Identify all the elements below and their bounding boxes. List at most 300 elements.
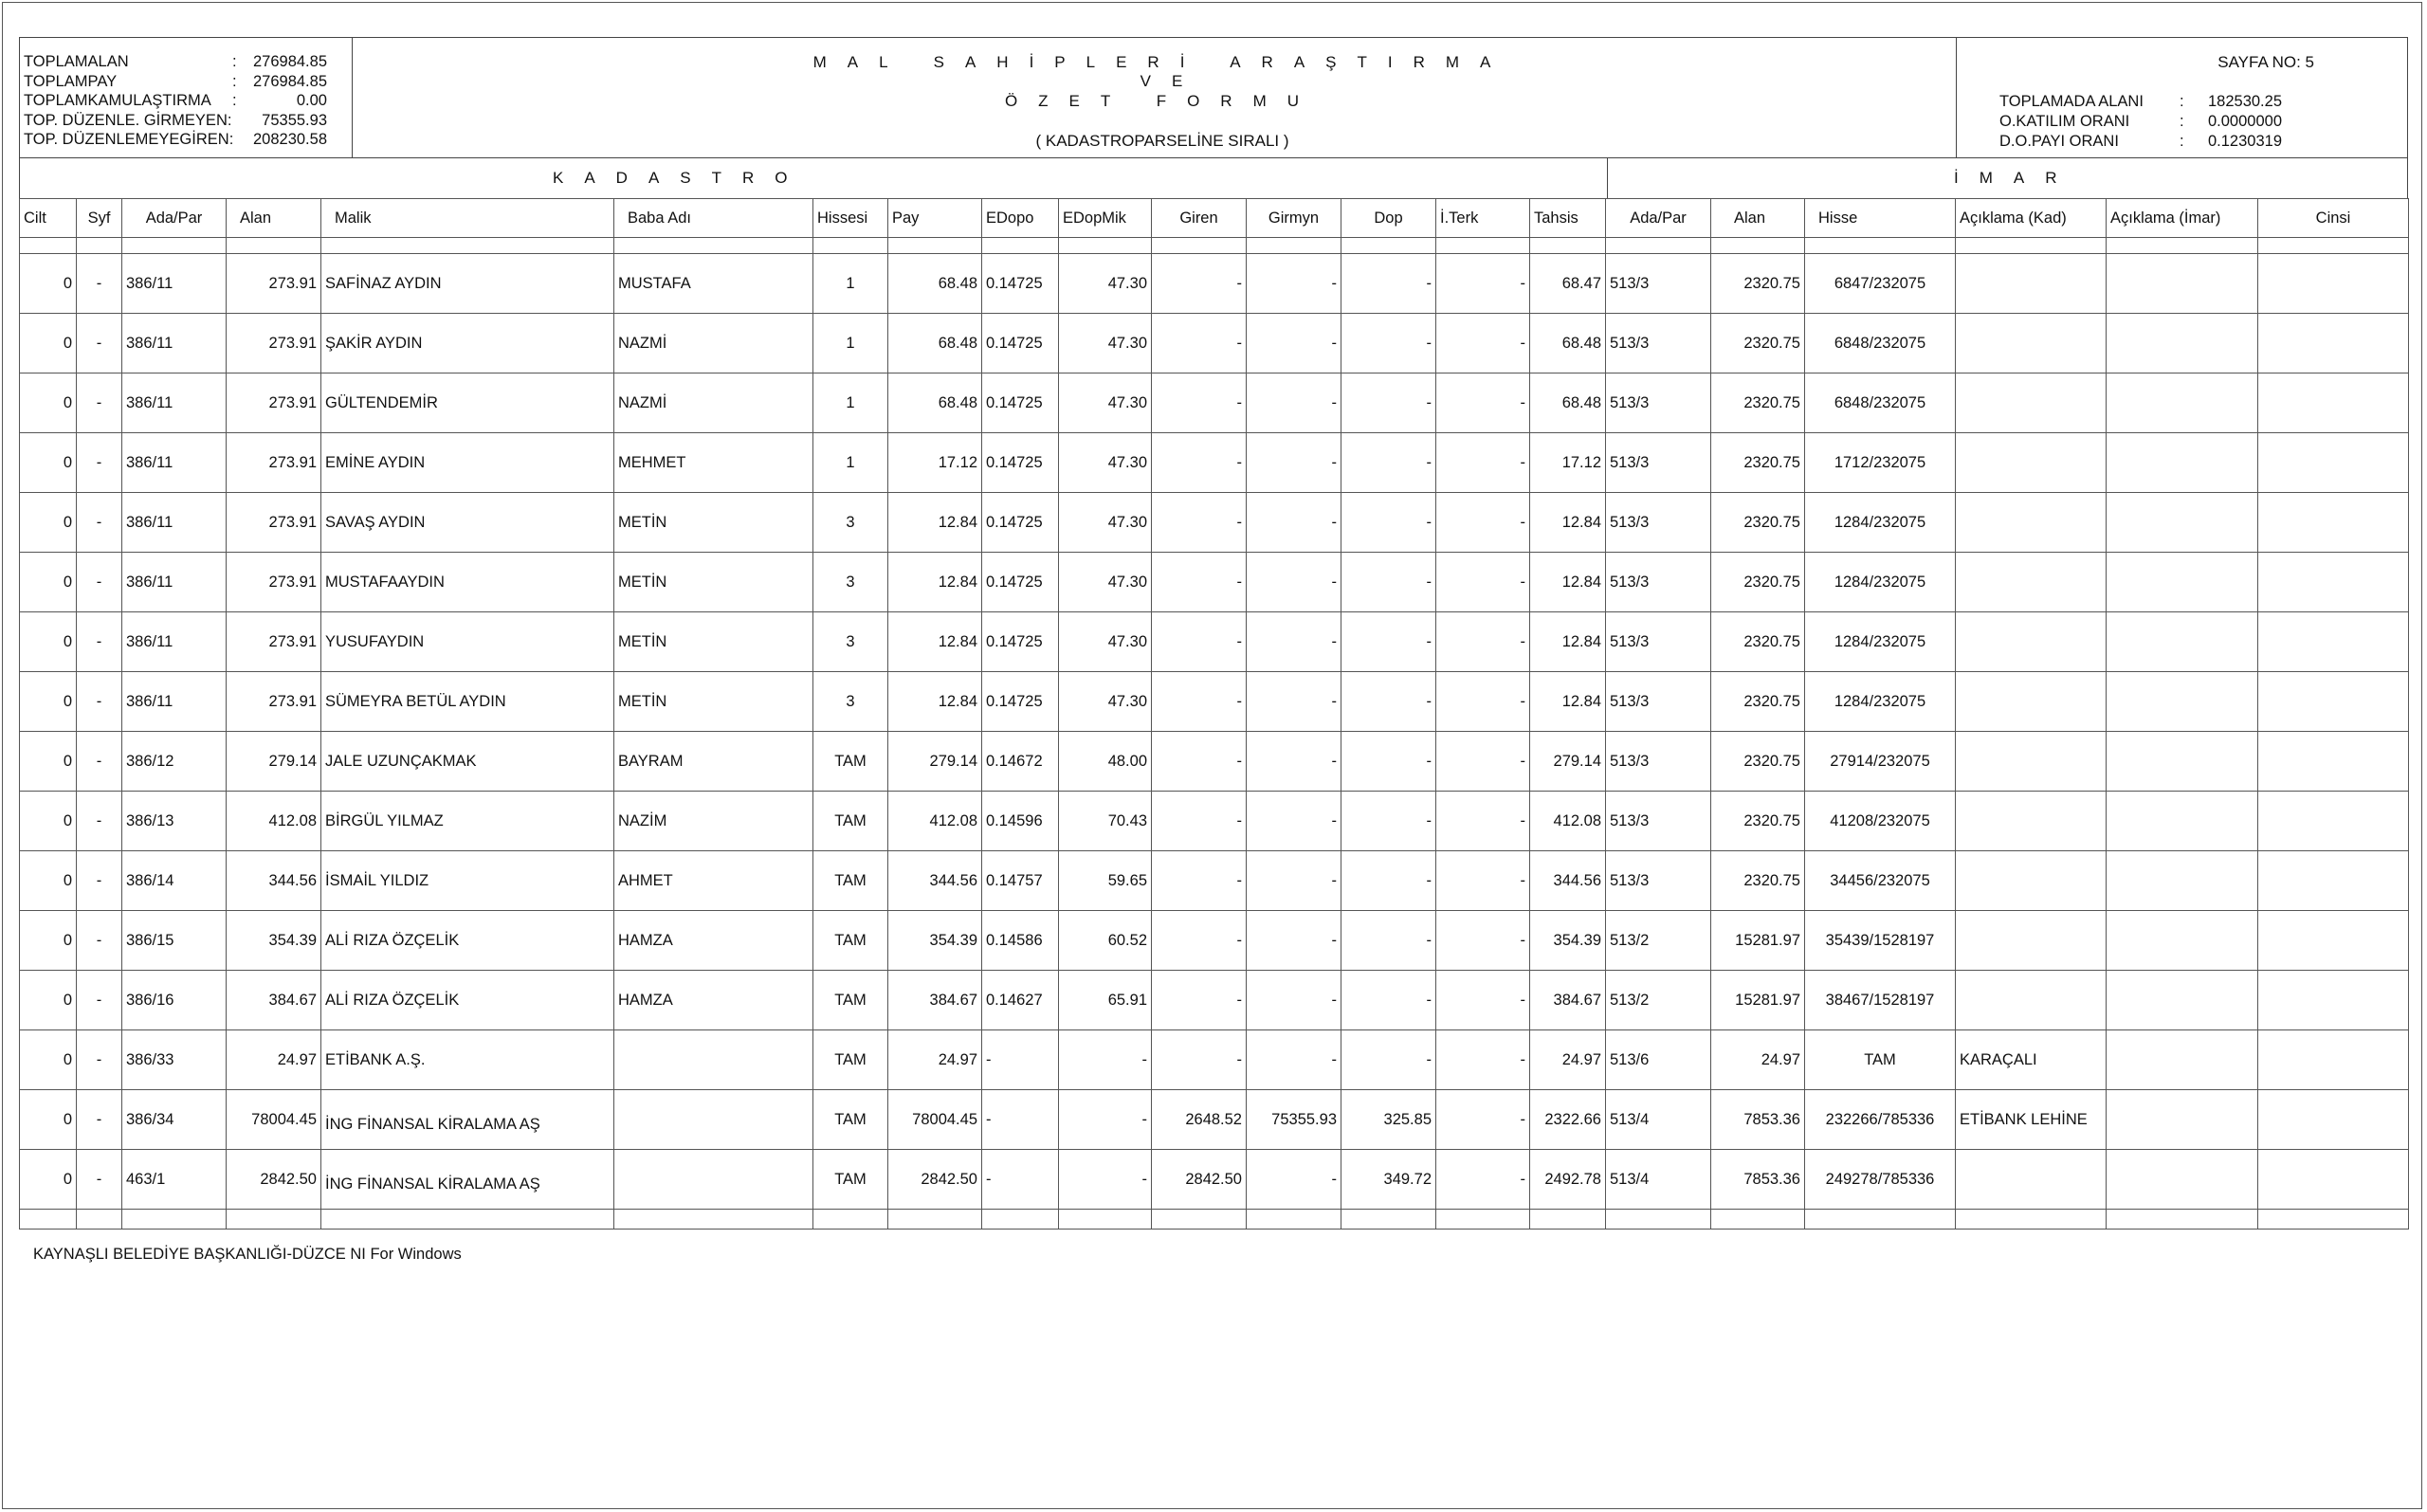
table-cell: JALE UZUNÇAKMAK [321, 732, 614, 792]
table-cell: 17.12 [1530, 433, 1606, 493]
table-cell: - [77, 1150, 122, 1210]
table-cell [1341, 1210, 1436, 1230]
table-cell: 47.30 [1059, 433, 1152, 493]
table-cell: 232266/785336 [1805, 1090, 1956, 1150]
table-cell [227, 238, 321, 254]
table-cell: 513/3 [1606, 851, 1711, 911]
table-cell: - [1152, 732, 1247, 792]
table-cell: 68.48 [1530, 373, 1606, 433]
table-cell: - [1247, 314, 1341, 373]
table-cell: 513/3 [1606, 433, 1711, 493]
table-cell: TAM [813, 851, 888, 911]
column-header: Açıklama (İmar) [2107, 199, 2258, 238]
column-header: Alan [1711, 199, 1805, 238]
table-cell [2258, 373, 2409, 433]
table-cell: METİN [614, 553, 813, 612]
column-header: Ada/Par [122, 199, 227, 238]
table-cell: 386/12 [122, 732, 227, 792]
table-cell: - [1152, 911, 1247, 971]
table-row [20, 1030, 2409, 1090]
table-cell: 68.48 [888, 373, 982, 433]
table-cell [2107, 672, 2258, 732]
table-cell: 24.97 [227, 1030, 321, 1090]
table-cell: - [77, 254, 122, 314]
table-cell: YUSUFAYDIN [321, 612, 614, 672]
table-cell: HAMZA [614, 971, 813, 1030]
table-cell [2107, 1090, 2258, 1150]
table-cell: - [1247, 792, 1341, 851]
table-cell: 78004.45 [227, 1090, 321, 1150]
table-cell: 273.91 [227, 254, 321, 314]
table-cell [2107, 1150, 2258, 1210]
table-cell: - [982, 1030, 1059, 1090]
table-cell: BAYRAM [614, 732, 813, 792]
table-cell: 513/3 [1606, 254, 1711, 314]
table-cell [1606, 1210, 1711, 1230]
table-cell: 60.52 [1059, 911, 1152, 971]
table-cell [2258, 553, 2409, 612]
summary-label: D.O.PAYI ORANI [1999, 133, 2119, 150]
total-value: 208230.58 [253, 131, 327, 148]
table-cell: 0.14725 [982, 373, 1059, 433]
table-row [20, 1150, 2409, 1210]
table-cell: 0 [20, 254, 77, 314]
table-cell [1530, 238, 1606, 254]
table-cell: 386/11 [122, 553, 227, 612]
table-cell: 34456/232075 [1805, 851, 1956, 911]
footer-note: KAYNAŞLI BELEDİYE BAŞKANLIĞI-DÜZCE NI For Windows [33, 1246, 462, 1263]
table-cell: - [1436, 672, 1530, 732]
table-cell: 6848/232075 [1805, 314, 1956, 373]
table-cell [2107, 238, 2258, 254]
table-cell [1956, 553, 2107, 612]
spacer-row [20, 238, 2409, 254]
table-cell: TAM [813, 1030, 888, 1090]
table-cell: 35439/1528197 [1805, 911, 1956, 971]
column-header: Giren [1152, 199, 1247, 238]
table-cell: 3 [813, 553, 888, 612]
column-header: Syf [77, 199, 122, 238]
table-cell: - [1341, 911, 1436, 971]
table-cell: 7853.36 [1711, 1090, 1805, 1150]
table-cell: GÜLTENDEMİR [321, 373, 614, 433]
table-cell: 273.91 [227, 612, 321, 672]
table-cell [2107, 254, 2258, 314]
table-cell [1711, 238, 1805, 254]
form-title: MAL SAHİPLERİ ARAŞTIRMA [812, 53, 1512, 71]
table-cell: MUSTAFAAYDIN [321, 553, 614, 612]
spacer-row [20, 1210, 2409, 1230]
table-cell [2107, 971, 2258, 1030]
table-cell: 0 [20, 553, 77, 612]
table-cell: SAVAŞ AYDIN [321, 493, 614, 553]
table-cell: 47.30 [1059, 254, 1152, 314]
table-cell: 0.14725 [982, 672, 1059, 732]
total-sep: : [232, 53, 237, 70]
table-cell: 273.91 [227, 553, 321, 612]
table-cell: 273.91 [227, 373, 321, 433]
table-cell: 386/11 [122, 373, 227, 433]
table-cell: - [1341, 851, 1436, 911]
table-cell: - [1152, 433, 1247, 493]
table-cell: - [1247, 433, 1341, 493]
table-cell: - [1152, 373, 1247, 433]
table-cell: 2492.78 [1530, 1150, 1606, 1210]
table-cell: 47.30 [1059, 493, 1152, 553]
table-cell: 279.14 [227, 732, 321, 792]
table-row [20, 433, 2409, 493]
table-cell: 7853.36 [1711, 1150, 1805, 1210]
table-cell: - [1436, 493, 1530, 553]
table-cell: 386/11 [122, 493, 227, 553]
table-cell [2258, 1030, 2409, 1090]
table-cell [2258, 493, 2409, 553]
table-cell-text: İNG FİNANSAL KİRALAMA AŞ [325, 1175, 540, 1193]
table-cell [1341, 238, 1436, 254]
table-cell: TAM [813, 1150, 888, 1210]
table-cell: 0 [20, 792, 77, 851]
table-cell [1956, 732, 2107, 792]
column-header: Dop [1341, 199, 1436, 238]
table-cell: 17.12 [888, 433, 982, 493]
table-cell: - [1436, 732, 1530, 792]
table-cell [1059, 1210, 1152, 1230]
column-header: Açıklama (Kad) [1956, 199, 2107, 238]
total-row [24, 130, 327, 150]
table-cell [1805, 238, 1956, 254]
table-cell [1956, 792, 2107, 851]
table-cell: 2842.50 [227, 1150, 321, 1210]
column-header: Baba Adı [614, 199, 813, 238]
table-cell: 412.08 [227, 792, 321, 851]
table-cell: 279.14 [888, 732, 982, 792]
table-cell [2258, 851, 2409, 911]
summary-label: O.KATILIM ORANI [1999, 113, 2130, 130]
table-cell: 47.30 [1059, 553, 1152, 612]
table-cell [2107, 493, 2258, 553]
table-cell: KARAÇALI [1956, 1030, 2107, 1090]
summary-row [1999, 132, 2322, 152]
table-cell [1805, 1210, 1956, 1230]
table-cell: ALİ RIZA ÖZÇELİK [321, 971, 614, 1030]
page-number: SAYFA NO: 5 [2217, 53, 2314, 71]
table-cell [2107, 433, 2258, 493]
table-cell [1247, 238, 1341, 254]
table-cell [2258, 971, 2409, 1030]
section-imar: İMAR [1954, 169, 2078, 187]
table-cell: - [77, 493, 122, 553]
table-cell: 3 [813, 493, 888, 553]
table-cell: - [1152, 553, 1247, 612]
table-cell: ETİBANK LEHİNE [1956, 1090, 2107, 1150]
table-cell: 0.14757 [982, 851, 1059, 911]
table-cell: 1284/232075 [1805, 672, 1956, 732]
table-cell [1436, 1210, 1530, 1230]
table-cell: - [1341, 373, 1436, 433]
table-cell [77, 1210, 122, 1230]
table-row [20, 373, 2409, 433]
table-cell: - [1436, 971, 1530, 1030]
total-row [24, 91, 327, 111]
table-cell [813, 1210, 888, 1230]
column-header: Alan [227, 199, 321, 238]
table-cell: - [77, 792, 122, 851]
table-cell: - [1059, 1030, 1152, 1090]
table-cell: 12.84 [888, 672, 982, 732]
column-header: Girmyn [1247, 199, 1341, 238]
owners-table [19, 198, 2409, 1230]
column-header: EDopo [982, 199, 1059, 238]
table-cell: - [1247, 373, 1341, 433]
table-cell [1956, 672, 2107, 732]
table-cell: - [1152, 792, 1247, 851]
table-cell [77, 238, 122, 254]
total-row [24, 52, 327, 72]
table-cell: TAM [813, 1090, 888, 1150]
table-cell: MEHMET [614, 433, 813, 493]
table-cell: 24.97 [1711, 1030, 1805, 1090]
table-cell: - [1152, 851, 1247, 911]
sort-note: ( KADASTROPARSELİNE SIRALI ) [1035, 132, 1289, 150]
table-cell: - [77, 1090, 122, 1150]
column-header: Ada/Par [1606, 199, 1711, 238]
table-cell: 0 [20, 612, 77, 672]
table-cell: 47.30 [1059, 672, 1152, 732]
table-cell: 513/3 [1606, 553, 1711, 612]
table-cell: 12.84 [1530, 553, 1606, 612]
table-cell: 12.84 [888, 493, 982, 553]
table-cell: 70.43 [1059, 792, 1152, 851]
table-cell: 386/15 [122, 911, 227, 971]
table-cell: 386/11 [122, 672, 227, 732]
table-cell [2107, 612, 2258, 672]
table-cell: 75355.93 [1247, 1090, 1341, 1150]
table-row [20, 314, 2409, 373]
table-cell: 15281.97 [1711, 911, 1805, 971]
table-cell: - [1436, 553, 1530, 612]
table-cell: 354.39 [227, 911, 321, 971]
table-cell: 273.91 [227, 314, 321, 373]
total-value: 0.00 [296, 92, 327, 109]
total-value: 276984.85 [253, 53, 327, 70]
table-cell [2107, 1030, 2258, 1090]
table-cell: 0 [20, 911, 77, 971]
table-cell [2258, 792, 2409, 851]
table-cell: - [1436, 612, 1530, 672]
table-cell [1956, 493, 2107, 553]
table-cell: 38467/1528197 [1805, 971, 1956, 1030]
table-cell [2258, 433, 2409, 493]
table-cell: 513/2 [1606, 971, 1711, 1030]
summary-sep: : [2180, 93, 2184, 110]
table-cell [2258, 314, 2409, 373]
table-cell: 386/11 [122, 254, 227, 314]
table-cell [321, 1150, 614, 1210]
table-cell: SAFİNAZ AYDIN [321, 254, 614, 314]
table-cell [122, 238, 227, 254]
table-cell: HAMZA [614, 911, 813, 971]
total-label: TOP. DÜZENLE. GİRMEYEN: [24, 111, 232, 129]
section-header-row [19, 157, 2408, 199]
table-cell: 0 [20, 971, 77, 1030]
table-cell: NAZMİ [614, 314, 813, 373]
table-cell: - [1152, 672, 1247, 732]
table-cell: - [1059, 1150, 1152, 1210]
table-cell: 513/4 [1606, 1150, 1711, 1210]
table-cell [813, 238, 888, 254]
table-row [20, 553, 2409, 612]
table-cell: - [1436, 1030, 1530, 1090]
table-cell: 1 [813, 373, 888, 433]
table-cell: 0 [20, 732, 77, 792]
column-header: Hisse [1805, 199, 1956, 238]
table-row [20, 792, 2409, 851]
table-cell: 0.14627 [982, 971, 1059, 1030]
table-cell: 513/3 [1606, 493, 1711, 553]
total-label: TOPLAMALAN [24, 53, 129, 70]
table-cell: 0 [20, 851, 77, 911]
table-cell: 6847/232075 [1805, 254, 1956, 314]
table-cell [1956, 373, 2107, 433]
column-header: EDopMik [1059, 199, 1152, 238]
table-cell: 68.48 [1530, 314, 1606, 373]
table-cell [1152, 238, 1247, 254]
table-cell: 27914/232075 [1805, 732, 1956, 792]
table-cell: 325.85 [1341, 1090, 1436, 1150]
table-cell [1956, 1150, 2107, 1210]
summary-value: 182530.25 [2208, 93, 2282, 110]
table-cell: - [1341, 732, 1436, 792]
table-cell: 354.39 [1530, 911, 1606, 971]
total-label: TOP. DÜZENLEMEYEGİREN: [24, 131, 234, 148]
table-cell: 386/16 [122, 971, 227, 1030]
table-cell: 24.97 [1530, 1030, 1606, 1090]
section-kadastro: KADASTRO [553, 169, 809, 187]
table-cell: 2320.75 [1711, 732, 1805, 792]
table-cell: 279.14 [1530, 732, 1606, 792]
table-cell [614, 1150, 813, 1210]
table-cell: - [1341, 493, 1436, 553]
table-cell [321, 1210, 614, 1230]
table-cell: 15281.97 [1711, 971, 1805, 1030]
table-cell [1606, 238, 1711, 254]
table-cell: 65.91 [1059, 971, 1152, 1030]
table-cell: 384.67 [888, 971, 982, 1030]
table-cell: 1712/232075 [1805, 433, 1956, 493]
summary-value: 0.1230319 [2208, 133, 2282, 150]
table-cell: 2320.75 [1711, 851, 1805, 911]
table-cell: 3 [813, 672, 888, 732]
table-cell: - [1247, 672, 1341, 732]
table-cell: 1284/232075 [1805, 612, 1956, 672]
table-cell [1956, 314, 2107, 373]
table-cell [1956, 238, 2107, 254]
table-cell: 386/14 [122, 851, 227, 911]
table-cell [1152, 1210, 1247, 1230]
table-cell: - [77, 373, 122, 433]
table-cell: 0.14725 [982, 314, 1059, 373]
table-cell: - [1247, 1030, 1341, 1090]
table-cell: 47.30 [1059, 314, 1152, 373]
table-cell: 59.65 [1059, 851, 1152, 911]
summary-sep: : [2180, 113, 2184, 130]
table-cell: TAM [1805, 1030, 1956, 1090]
table-cell: - [1152, 1030, 1247, 1090]
table-cell: 12.84 [1530, 672, 1606, 732]
table-cell: - [1152, 314, 1247, 373]
table-cell [20, 238, 77, 254]
table-cell [2258, 1210, 2409, 1230]
table-cell: - [1436, 1150, 1530, 1210]
column-header: Tahsis [1530, 199, 1606, 238]
table-cell: ŞAKİR AYDIN [321, 314, 614, 373]
total-sep: : [232, 92, 237, 109]
table-cell: 1 [813, 314, 888, 373]
table-cell: 0 [20, 433, 77, 493]
table-cell: 2320.75 [1711, 792, 1805, 851]
table-cell: - [1436, 373, 1530, 433]
table-cell: 12.84 [888, 612, 982, 672]
total-value: 75355.93 [262, 111, 327, 129]
table-cell [122, 1210, 227, 1230]
table-cell: 513/3 [1606, 373, 1711, 433]
table-cell: 0.14725 [982, 612, 1059, 672]
table-cell: 0 [20, 1150, 77, 1210]
totals-block [24, 52, 327, 150]
table-cell: 0 [20, 672, 77, 732]
table-cell: METİN [614, 493, 813, 553]
table-body [20, 238, 2409, 1230]
table-cell [982, 238, 1059, 254]
table-cell: - [1341, 254, 1436, 314]
table-cell: - [1436, 792, 1530, 851]
table-cell: - [982, 1090, 1059, 1150]
table-cell: - [1341, 971, 1436, 1030]
table-cell: 12.84 [1530, 612, 1606, 672]
table-cell: - [1341, 792, 1436, 851]
table-cell: - [1436, 911, 1530, 971]
table-cell [2258, 732, 2409, 792]
table-cell: 2842.50 [888, 1150, 982, 1210]
table-cell: - [1247, 971, 1341, 1030]
table-cell [2107, 553, 2258, 612]
table-cell: AHMET [614, 851, 813, 911]
table-cell: TAM [813, 732, 888, 792]
table-cell: 1284/232075 [1805, 493, 1956, 553]
table-cell: 41208/232075 [1805, 792, 1956, 851]
table-row [20, 971, 2409, 1030]
table-cell [1956, 851, 2107, 911]
table-cell [1956, 433, 2107, 493]
table-cell: 513/3 [1606, 792, 1711, 851]
total-value: 276984.85 [253, 72, 327, 90]
table-cell-text: İNG FİNANSAL KİRALAMA AŞ [325, 1115, 540, 1133]
table-cell: 6848/232075 [1805, 373, 1956, 433]
table-cell: - [1341, 553, 1436, 612]
table-cell [1247, 1210, 1341, 1230]
table-row [20, 732, 2409, 792]
table-cell: 513/2 [1606, 911, 1711, 971]
table-cell: 2320.75 [1711, 612, 1805, 672]
table-cell [2258, 254, 2409, 314]
table-cell [614, 1210, 813, 1230]
table-cell [2107, 314, 2258, 373]
table-row [20, 612, 2409, 672]
total-label: TOPLAMPAY [24, 72, 118, 90]
table-cell: 513/6 [1606, 1030, 1711, 1090]
table-cell [2107, 732, 2258, 792]
table-cell [1956, 254, 2107, 314]
